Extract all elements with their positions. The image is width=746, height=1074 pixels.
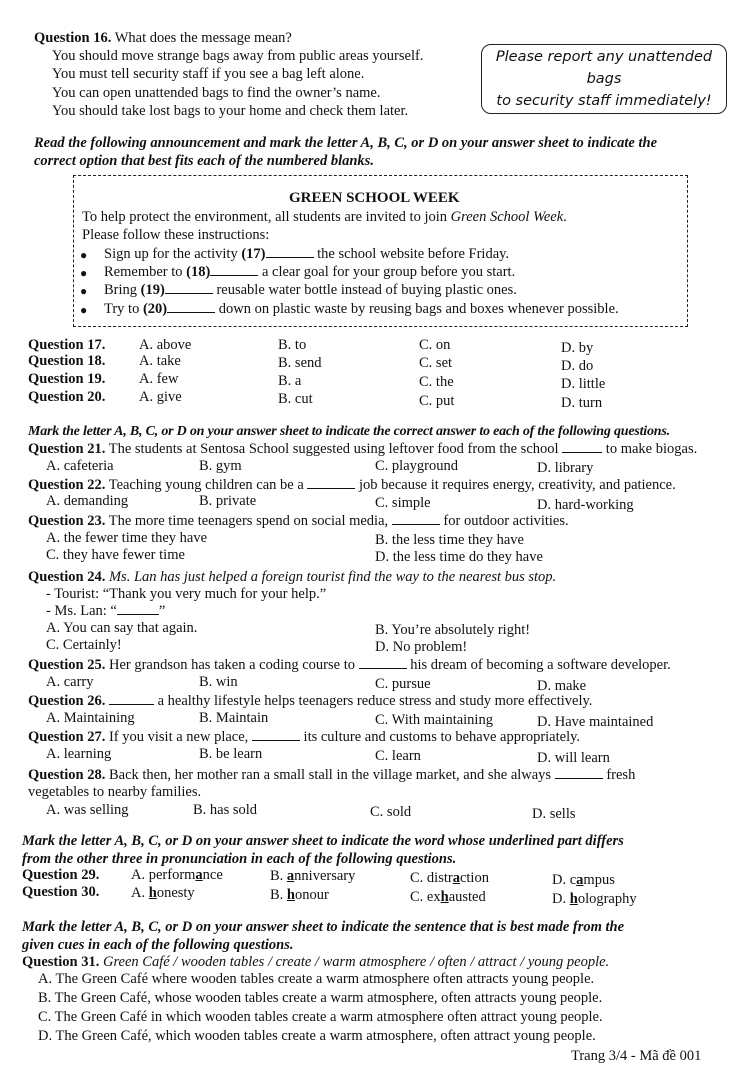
q26-option-d: D. Have maintained (537, 714, 654, 730)
instruction-announcement-2: correct option that best fits each of the numbered blanks. (34, 153, 374, 169)
bullet-dot: ● (80, 266, 88, 280)
bullet-dot: ● (80, 303, 88, 317)
q22-option-b: B. private (199, 493, 257, 509)
q25-option-b: B. win (199, 674, 238, 690)
q21-option-c: C. playground (375, 458, 458, 474)
q31-option-b: B. The Green Café, whose wooden tables create a warm atmosphere, often attracts young people. (38, 990, 603, 1006)
q19-option-b: B. a (278, 373, 302, 389)
q24-option-b: B. You’re absolutely right! (375, 622, 531, 638)
bullet-dot: ● (80, 248, 88, 262)
q21-option-a: A. cafeteria (46, 458, 114, 474)
q20-option-b: B. cut (278, 391, 313, 407)
q19-label: Question 19. (28, 371, 106, 387)
q20-option-d: D. turn (561, 395, 603, 411)
q20-option-c: C. put (419, 393, 455, 409)
q18-label: Question 18. (28, 353, 106, 369)
q19-option-a: A. few (139, 371, 179, 387)
q23-option-a: A. the fewer time they have (46, 530, 208, 546)
instruction-sentence-2: given cues in each of the following questions. (22, 937, 294, 953)
q24-stem: Question 24. Ms. Lan has just helped a foreign tourist find the way to the nearest bus stop. (28, 569, 557, 585)
q29-label: Question 29. (22, 867, 100, 883)
q16-option-a: You should move strange bags away from public areas yourself. (52, 48, 424, 64)
q26-option-b: B. Maintain (199, 710, 269, 726)
q31-option-c: C. The Green Café in which wooden tables create a warm atmosphere often attract young people. (38, 1009, 603, 1025)
q19-option-c: C. the (419, 374, 454, 390)
q18-option-d: D. do (561, 358, 594, 374)
notice-line-1: Please report any unattended bags (495, 49, 713, 87)
q27-stem: Question 27. If you visit a new place, its culture and customs to behave appropriately. (28, 729, 581, 745)
q29-option-d: D. campus (552, 872, 615, 888)
announcement-item-17: Sign up for the activity (17) the school website before Friday. (104, 246, 510, 262)
q23-stem: Question 23. The more time teenagers spend on social media, for outdoor activities. (28, 513, 569, 529)
q25-option-c: C. pursue (375, 676, 431, 692)
announcement-item-20: Try to (20) down on plastic waste by reusing bags and boxes whenever possible. (104, 301, 619, 317)
q21-stem: Question 21. The students at Sentosa School suggested using leftover food from the school to make biogas. (28, 441, 698, 457)
q29-option-a: A. performance (131, 867, 223, 883)
q30-label: Question 30. (22, 884, 100, 900)
q18-option-b: B. send (278, 355, 322, 371)
q22-option-c: C. simple (375, 495, 431, 511)
q16-stem-text: What does the message mean? (114, 30, 292, 46)
instruction-correct-answer: Mark the letter A, B, C, or D on your answer sheet to indicate the correct answer to each of the following questions. (28, 424, 670, 439)
q27-option-d: D. will learn (537, 750, 610, 766)
notice-sign (481, 44, 727, 114)
q30-option-d: D. holography (552, 891, 637, 907)
q23-option-b: B. the less time they have (375, 532, 524, 548)
q31-stem: Question 31. Green Café / wooden tables / create / warm atmosphere / often / attract / young people. (22, 954, 610, 970)
q29-option-c: C. distraction (410, 870, 489, 886)
q17-option-b: B. to (278, 337, 307, 353)
q30-option-a: A. honesty (131, 885, 195, 901)
q27-option-c: C. learn (375, 748, 421, 764)
q28-option-b: B. has sold (193, 802, 258, 818)
q24-option-c: C. Certainly! (46, 637, 122, 653)
q18-option-c: C. set (419, 355, 453, 371)
q19-option-d: D. little (561, 376, 606, 392)
q26-option-a: A. Maintaining (46, 710, 135, 726)
q24-dialogue-1: - Tourist: “Thank you very much for your help.” (46, 586, 327, 602)
q21-option-d: D. library (537, 460, 594, 476)
q30-option-b: B. honour (270, 887, 329, 903)
q27-option-a: A. learning (46, 746, 112, 762)
q17-option-a: A. above (139, 337, 192, 353)
page-footer: Trang 3/4 - Mã đề 001 (571, 1048, 702, 1064)
instruction-pronunciation-2: from the other three in pronunciation in each of the following questions. (22, 851, 457, 867)
instruction-sentence-1: Mark the letter A, B, C, or D on your answer sheet to indicate the sentence that is best made from the (22, 919, 625, 935)
q27-option-b: B. be learn (199, 746, 263, 762)
q24-option-d: D. No problem! (375, 639, 468, 655)
q23-option-d: D. the less time do they have (375, 549, 543, 565)
q28-option-d: D. sells (532, 806, 576, 822)
q17-option-c: C. on (419, 337, 451, 353)
q23-option-c: C. they have fewer time (46, 547, 185, 563)
q25-option-a: A. carry (46, 674, 94, 690)
q16-option-b: You must tell security staff if you see a bag left alone. (52, 66, 365, 82)
bullet-dot: ● (80, 284, 88, 298)
q16-label: Question 16. (34, 30, 112, 46)
q24-option-a: A. You can say that again. (46, 620, 198, 636)
announcement-intro: To help protect the environment, all students are invited to join Green School Week. (82, 209, 567, 225)
q22-option-d: D. hard-working (537, 497, 634, 513)
q28-stem-line2: vegetables to nearby families. (28, 784, 202, 800)
announcement-follow: Please follow these instructions: (82, 227, 270, 243)
q17-label: Question 17. (28, 337, 106, 353)
q18-option-a: A. take (139, 353, 181, 369)
q31-option-a: A. The Green Café where wooden tables create a warm atmosphere often attracts young people. (38, 971, 595, 987)
instruction-announcement-1: Read the following announcement and mark the letter A, B, C, or D on your answer sheet to indicate the (34, 135, 658, 151)
instruction-pronunciation-1: Mark the letter A, B, C, or D on your answer sheet to indicate the word whose underlined part differs (22, 833, 624, 849)
q21-option-b: B. gym (199, 458, 242, 474)
announcement-title: GREEN SCHOOL WEEK (289, 190, 460, 206)
q25-stem: Question 25. Her grandson has taken a coding course to his dream of becoming a software developer. (28, 657, 671, 673)
announcement-item-18: Remember to (18) a clear goal for your group before you start. (104, 264, 516, 280)
q25-option-d: D. make (537, 678, 587, 694)
q26-stem: Question 26. a healthy lifestyle helps teenagers reduce stress and study more effectively. (28, 693, 593, 709)
q22-stem: Question 22. Teaching young children can be a job because it requires energy, creativity, and patience. (28, 477, 676, 493)
q29-option-b: B. anniversary (270, 868, 356, 884)
q31-option-d: D. The Green Café, which wooden tables create a warm atmosphere, often attract young people. (38, 1028, 596, 1044)
q16-option-d: You should take lost bags to your home and check them later. (52, 103, 409, 119)
notice-line-2: to security staff immediately! (496, 93, 712, 109)
q17-option-d: D. by (561, 340, 594, 356)
q26-option-c: C. With maintaining (375, 712, 493, 728)
q20-option-a: A. give (139, 389, 182, 405)
q22-option-a: A. demanding (46, 493, 129, 509)
q28-stem: Question 28. Back then, her mother ran a small stall in the village market, and she always fresh (28, 767, 636, 783)
q28-option-a: A. was selling (46, 802, 129, 818)
announcement-item-19: Bring (19) reusable water bottle instead of buying plastic ones. (104, 282, 517, 298)
q16-option-c: You can open unattended bags to find the owner’s name. (52, 85, 381, 101)
q20-label: Question 20. (28, 389, 106, 405)
q30-option-c: C. exhausted (410, 889, 486, 905)
q28-option-c: C. sold (370, 804, 412, 820)
q24-dialogue-2: - Ms. Lan: “ ” (46, 603, 166, 619)
q16-stem (34, 29, 292, 47)
